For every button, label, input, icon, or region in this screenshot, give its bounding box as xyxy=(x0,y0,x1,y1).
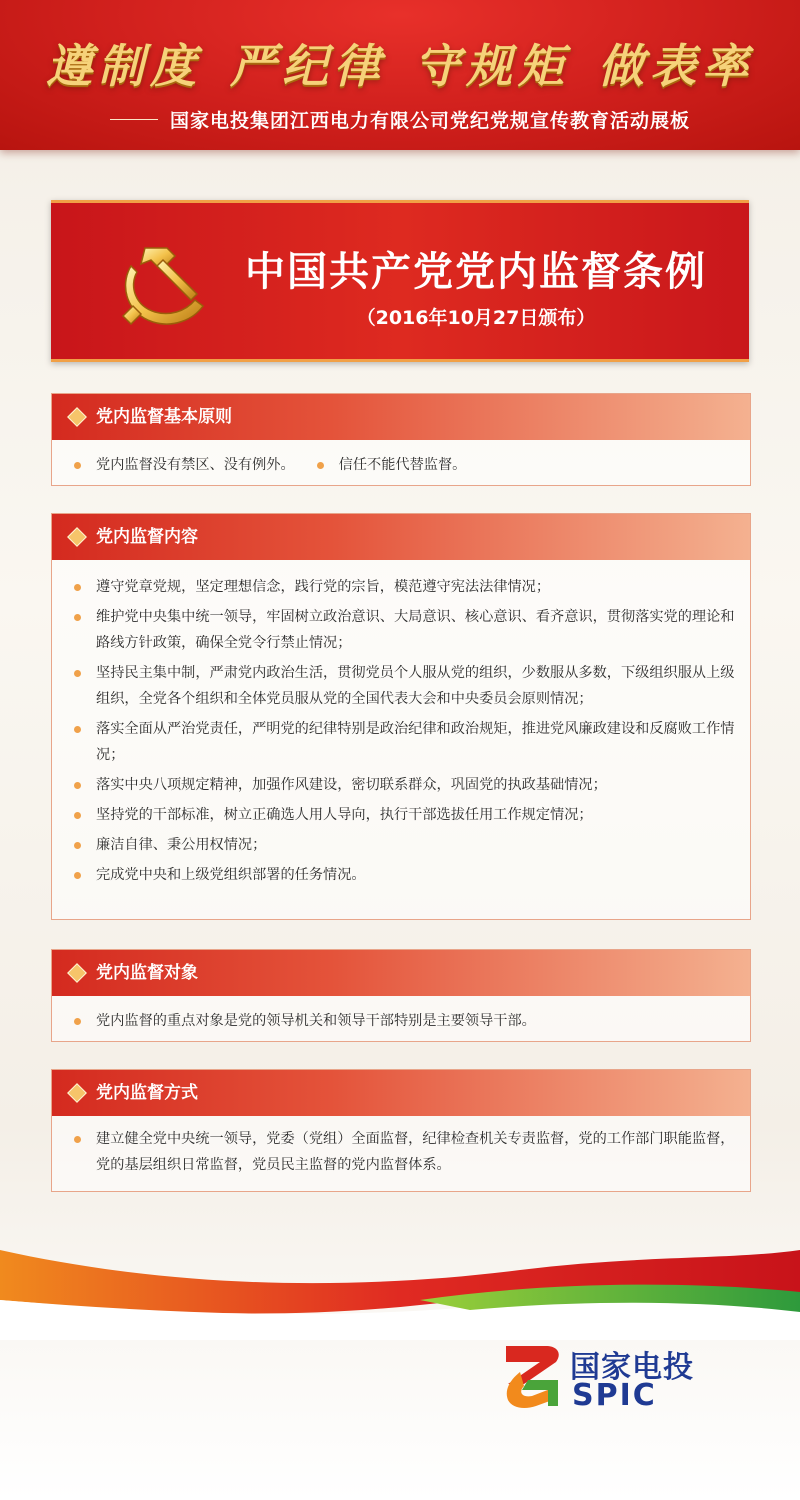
bottom-wave-decoration xyxy=(0,1230,800,1340)
section-title: 党内监督对象 xyxy=(96,963,198,983)
section-title: 党内监督方式 xyxy=(96,1083,198,1103)
diamond-icon xyxy=(67,527,87,547)
spic-logo-mark-icon xyxy=(500,1340,566,1412)
section-body xyxy=(52,1116,750,1184)
title-banner xyxy=(51,200,749,362)
section-title: 党内监督内容 xyxy=(96,527,198,547)
subtitle-dash xyxy=(110,119,158,120)
list-item: 信任不能代替监督。 xyxy=(317,452,467,478)
list-item: 党内监督的重点对象是党的领导机关和领导干部特别是主要领导干部。 xyxy=(74,1008,736,1034)
list-item: 坚持党的干部标准，树立正确选人用人导向，执行干部选拔任用工作规定情况； xyxy=(74,802,736,828)
slogan-part-1: 遵制度 xyxy=(46,39,202,93)
diamond-icon xyxy=(67,963,87,983)
list-item: 建立健全党中央统一领导，党委（党组）全面监督，纪律检查机关专责监督，党的工作部门职能监督，党的基层组织日常监督，党员民主监督的党内监督体系。 xyxy=(74,1126,736,1178)
section-header xyxy=(52,394,750,440)
list-item: 落实全面从严治党责任，严明党的纪律特别是政治纪律和政治规矩，推进党风廉政建设和反腐败工作情况； xyxy=(74,716,736,768)
subtitle-row xyxy=(0,106,800,132)
section-body xyxy=(52,440,750,484)
spic-logo xyxy=(500,1338,730,1418)
section-title: 党内监督基本原则 xyxy=(96,407,232,427)
list-item: 廉洁自律、秉公用权情况； xyxy=(74,832,736,858)
diamond-icon xyxy=(67,407,87,427)
list-item: 党内监督没有禁区、没有例外。 xyxy=(74,452,295,478)
list-item: 完成党中央和上级党组织部署的任务情况。 xyxy=(74,862,736,888)
section-body xyxy=(52,996,750,1040)
section-supervision-methods xyxy=(51,1069,751,1192)
publish-date: （2016年10月27日颁布） xyxy=(356,307,596,329)
list-item: 坚持民主集中制，严肃党内政治生活，贯彻党员个人服从党的组织，少数服从多数，下级组织服从上级组织，全党各个组织和全体党员服从党的全国代表大会和中央委员会原则情况； xyxy=(74,660,736,712)
logo-name-cn: 国家电投 xyxy=(570,1350,694,1385)
list-item: 落实中央八项规定精神，加强作风建设，密切联系群众，巩固党的执政基础情况； xyxy=(74,772,736,798)
section-supervision-content xyxy=(51,513,751,920)
section-supervision-targets xyxy=(51,949,751,1042)
slogan-part-4: 做表率 xyxy=(598,39,754,93)
slogan-part-2: 严纪律 xyxy=(230,39,386,93)
list-item: 维护党中央集中统一领导，牢固树立政治意识、大局意识、核心意识、看齐意识，贯彻落实党的理论和路线方针政策，确保全党令行禁止情况； xyxy=(74,604,736,656)
slogan-part-3: 守规矩 xyxy=(414,39,570,93)
section-basic-principles xyxy=(51,393,751,486)
party-emblem-icon xyxy=(111,236,211,332)
subtitle: 国家电投集团江西电力有限公司党纪党规宣传教育活动展板 xyxy=(169,109,690,132)
diamond-icon xyxy=(67,1083,87,1103)
logo-name-en: SPIC xyxy=(572,1378,657,1413)
main-title: 中国共产党党内监督条例 xyxy=(245,249,707,295)
section-header xyxy=(52,1070,750,1116)
section-header xyxy=(52,514,750,560)
section-header xyxy=(52,950,750,996)
slogan xyxy=(0,30,800,96)
header-banner xyxy=(0,0,800,150)
section-body xyxy=(52,560,750,898)
list-item: 遵守党章党规，坚定理想信念，践行党的宗旨，模范遵守宪法法律情况； xyxy=(74,574,736,600)
